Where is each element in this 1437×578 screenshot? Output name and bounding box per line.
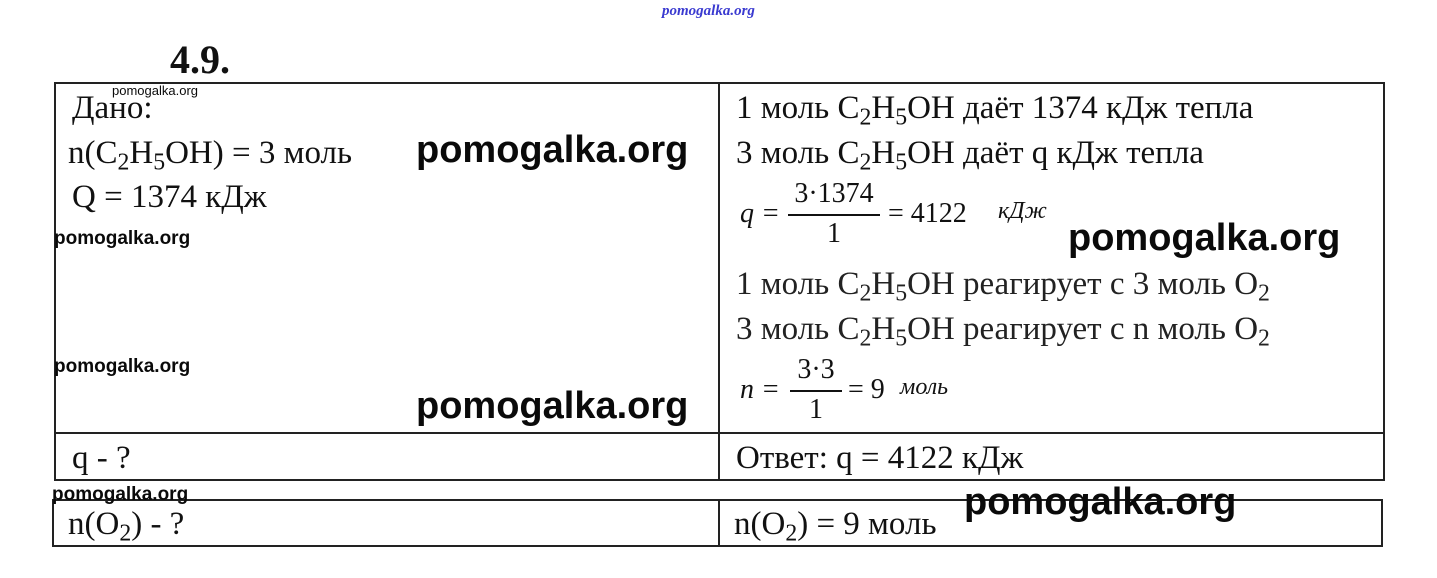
oxygen-fraction-bar xyxy=(790,390,842,392)
watermark-large-4: pomogalka.org xyxy=(964,481,1237,523)
given-heading: Дано: xyxy=(72,90,153,126)
given-amount: $n(C_2H_5OH) = 3$ моль xyxy=(68,135,353,176)
answer-oxygen: $n(O_2) = 9$ моль xyxy=(734,506,937,547)
heat-fraction-lhs: q = xyxy=(740,198,780,229)
solution-line-3: 1 моль $C_2H_5OH$ реагирует с 3 моль $O_2$ xyxy=(736,266,1270,307)
oxygen-fraction-denominator: 1 xyxy=(809,394,823,425)
watermark-large-2: pomogalka.org xyxy=(1068,217,1341,259)
table-right-border xyxy=(1383,82,1385,481)
table-left-border xyxy=(54,82,56,481)
heat-fraction-numerator: 3·1374 xyxy=(794,178,874,209)
watermark-large-1: pomogalka.org xyxy=(416,129,689,171)
answer-heat: Ответ: q = 4122 кДж xyxy=(736,440,1024,476)
table-column-divider xyxy=(718,82,720,481)
oxygen-fraction-numerator: 3·3 xyxy=(797,354,835,385)
watermark-small-3: pomogalka.org xyxy=(52,484,189,505)
solution-line-1: 1 моль $C_2H_5OH$ даёт 1374 кДж тепла xyxy=(736,90,1254,131)
watermark-tiny: pomogalka.org xyxy=(112,83,198,98)
solution-line-4: 3 моль $C_2H_5OH$ реагирует с n моль $O_2$ xyxy=(736,311,1270,352)
solution-line-2: 3 моль $C_2H_5OH$ даёт q кДж тепла xyxy=(736,135,1204,176)
table2-left-border xyxy=(52,499,54,547)
oxygen-fraction xyxy=(740,354,1000,426)
heat-fraction-result: = 4122 xyxy=(888,198,967,229)
problem-number: 4.9. xyxy=(170,37,230,82)
top-watermark: pomogalka.org xyxy=(662,3,755,19)
watermark-large-3: pomogalka.org xyxy=(416,385,689,427)
oxygen-fraction-result: = 9 xyxy=(848,374,885,405)
oxygen-fraction-lhs: n = xyxy=(740,374,780,405)
heat-fraction-denominator: 1 xyxy=(827,218,841,249)
watermark-small-1: pomogalka.org xyxy=(54,228,191,249)
find-heat: q - ? xyxy=(72,440,131,476)
given-heat: Q = 1374 кДж xyxy=(72,179,267,215)
table2-right-border xyxy=(1381,499,1383,547)
heat-fraction-unit: кДж xyxy=(998,198,1047,224)
watermark-small-2: pomogalka.org xyxy=(54,356,191,377)
oxygen-fraction-unit: моль xyxy=(900,374,949,400)
find-oxygen: $n(O_2)$ - ? xyxy=(68,506,185,547)
heat-fraction-bar xyxy=(788,214,880,216)
table2-column-divider xyxy=(718,499,720,547)
heat-fraction xyxy=(740,178,1070,250)
